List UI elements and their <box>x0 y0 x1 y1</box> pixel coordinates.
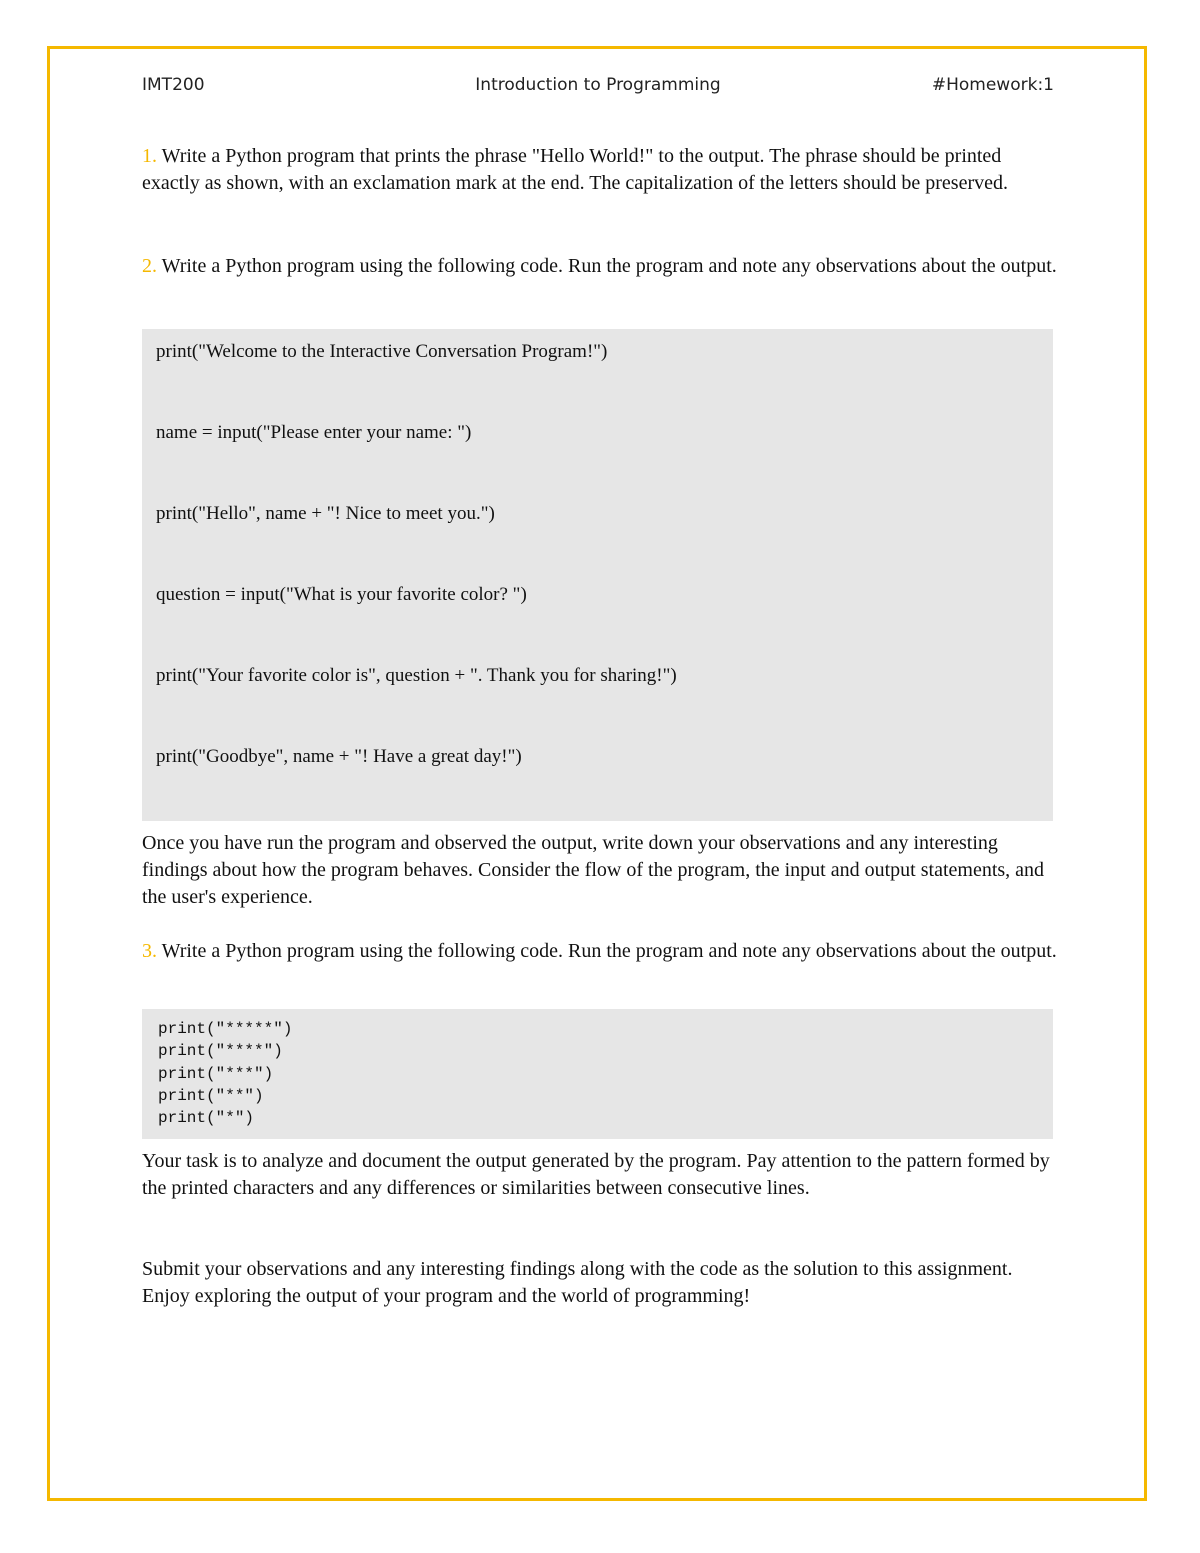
code-line: print("Welcome to the Interactive Conversation Program!") <box>156 341 608 362</box>
code-line: question = input("What is your favorite color? ") <box>156 584 527 605</box>
question-2-number: 2. <box>142 255 157 277</box>
homework-label: #Homework:1 <box>931 75 1054 95</box>
question-2-text: Write a Python program using the following code. Run the program and note any observations about the output. <box>157 255 1057 277</box>
code-line: print("Hello", name + "! Nice to meet you.") <box>156 503 495 524</box>
code-block-1 <box>142 329 1053 821</box>
course-code: IMT200 <box>142 75 205 95</box>
code-block-2 <box>142 1009 1053 1139</box>
code-line: print("**") <box>158 1086 264 1105</box>
page-header <box>142 75 1054 99</box>
code-line: print("***") <box>158 1064 274 1083</box>
question-2-followup: Once you have run the program and observed the output, write down your observations and any interesting findings about how the program behaves. Consider the flow of the program, the input and output statements, and the user's experience. <box>142 832 1045 908</box>
course-title: Introduction to Programming <box>475 75 721 95</box>
code-line: name = input("Please enter your name: ") <box>156 422 472 443</box>
question-1 <box>142 143 1058 197</box>
question-3-number: 3. <box>142 940 157 962</box>
code-line: print("Your favorite color is", question + ". Thank you for sharing!") <box>156 665 677 686</box>
code-line: print("****") <box>158 1042 283 1061</box>
question-1-text: Write a Python program that prints the phrase "Hello World!" to the output. The phrase should be printed exactly as shown, with an exclamation mark at the end. The capitalization of the letters should be preserved. <box>142 145 1009 194</box>
question-1-number: 1. <box>142 145 157 167</box>
question-3-text: Write a Python program using the following code. Run the program and note any observations about the output. <box>157 940 1057 962</box>
closing-text: Submit your observations and any interesting findings along with the code as the solution to this assignment. Enjoy exploring the output of your program and the world of programming! <box>142 1258 1013 1307</box>
question-3-followup: Your task is to analyze and document the output generated by the program. Pay attention to the pattern formed by the printed characters and any differences or similarities between consecutive lines. <box>142 1150 1050 1199</box>
code-line: print("*") <box>158 1109 255 1128</box>
question-2 <box>142 253 1058 280</box>
code-line: print("Goodbye", name + "! Have a great day!") <box>156 746 522 767</box>
code-line: print("*****") <box>158 1020 293 1038</box>
question-3 <box>142 938 1058 965</box>
